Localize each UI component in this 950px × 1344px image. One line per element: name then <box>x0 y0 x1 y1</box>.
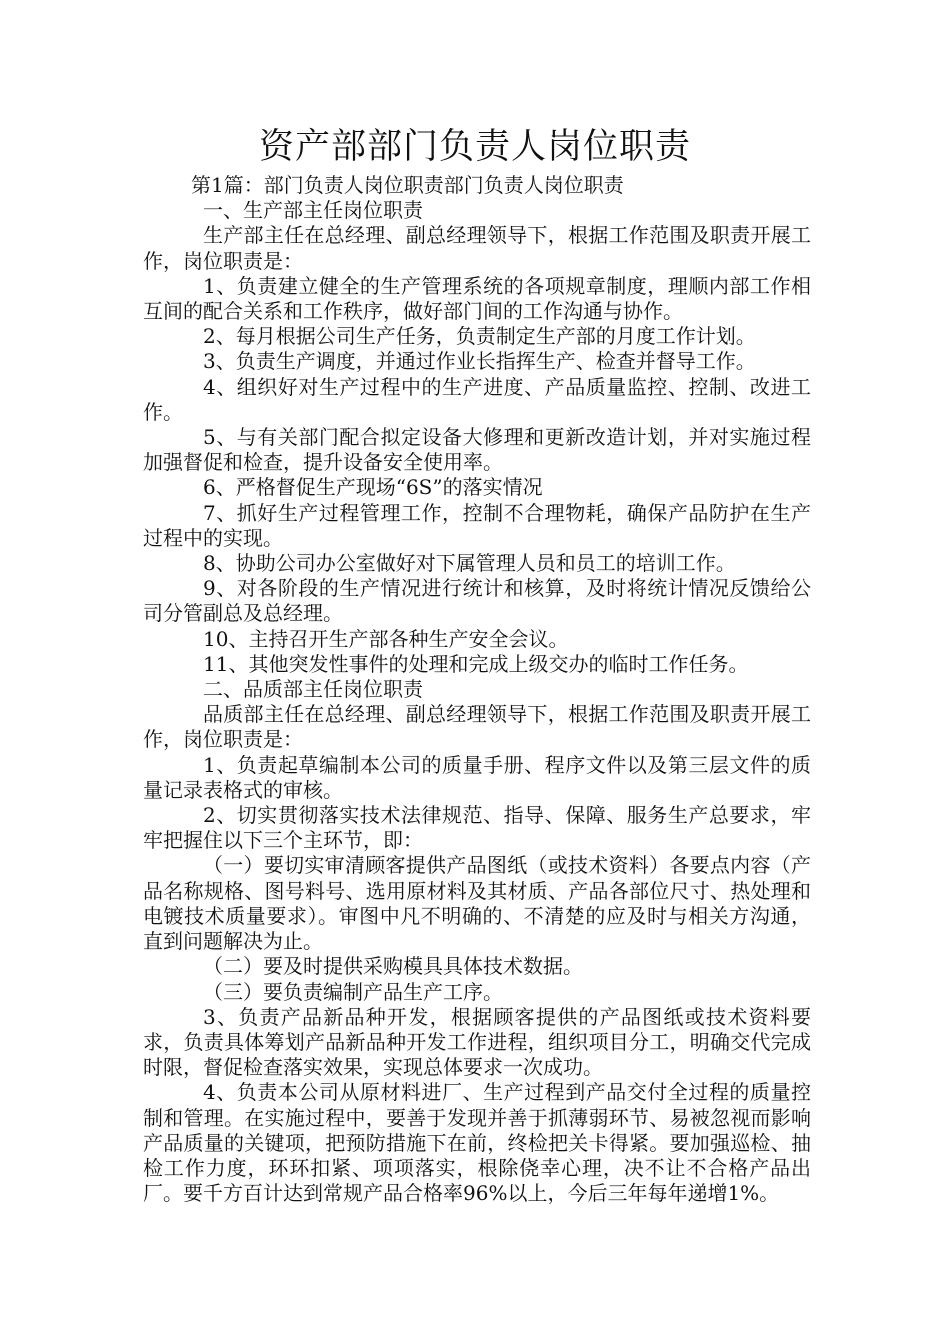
body-paragraph: 6、严格督促生产现场“6S”的落实情况 <box>203 475 543 500</box>
body-paragraph: 4、组织好对生产过程中的生产进度、产品质量监控、控制、改进工作。 <box>143 374 811 424</box>
body-paragraph: （二）要及时提供采购模具具体技术数据。 <box>203 954 583 979</box>
body-paragraph: 3、负责生产调度，并通过作业长指挥生产、检查并督导工作。 <box>203 349 756 374</box>
subtitle-line: 第1篇：部门负责人岗位职责部门负责人岗位职责 <box>191 173 624 197</box>
body-paragraph: 1、负责起草编制本公司的质量手册、程序文件以及第三层文件的质量记录表格式的审核。 <box>143 752 811 802</box>
body-paragraph: 8、协助公司办公室做好对下属管理人员和员工的培训工作。 <box>203 551 736 576</box>
body-paragraph: 1、负责建立健全的生产管理系统的各项规章制度，理顺内部工作相互间的配合关系和工作秩序，做好部门间的工作沟通与协作。 <box>143 273 811 324</box>
body-paragraph: 2、切实贯彻落实技术法律规范、指导、保障、服务生产总要求，牢牢把握住以下三个主环节，即： <box>143 803 811 853</box>
document-title: 资产部部门负责人岗位职责 <box>258 127 691 167</box>
document-body <box>143 173 811 1206</box>
body-paragraph: 11、其他突发性事件的处理和完成上级交办的临时工作任务。 <box>203 651 749 676</box>
body-paragraph: 4、负责本公司从原材料进厂、生产过程到产品交付全过程的质量控制和管理。在实施过程中，要善于发现并善于抓薄弱环节、易被忽视而影响产品质量的关键项，把预防措施下在前，终检把关卡得紧。要加强巡检、抽检工作力度，环环扣紧、项项落实，根除侥幸心理，决不让不合格产品出厂。要千方百计达到常规产品合格率96%以上，今后三年每年递增1%。 <box>143 1080 811 1206</box>
body-paragraph: 10、主持召开生产部各种生产安全会议。 <box>203 626 569 651</box>
body-paragraph: 5、与有关部门配合拟定设备大修理和更新改造计划，并对实施过程加强督促和检查，提升设备安全使用率。 <box>143 425 811 475</box>
body-paragraph: （一）要切实审清顾客提供产品图纸（或技术资料）各要点内容（产品名称规格、图号料号、选用原材料及其材质、产品各部位尺寸、热处理和电镀技术质量要求）。审图中凡不明确的、不清楚的应及时与相关方沟通，直到问题解决为止。 <box>143 853 811 954</box>
body-paragraph: 2、每月根据公司生产任务，负责制定生产部的月度工作计划。 <box>203 324 756 349</box>
body-paragraph: 3、负责产品新品种开发，根据顾客提供的产品图纸或技术资料要求，负责具体筹划产品新品种开发工作进程，组织项目分工，明确交代完成时限，督促检查落实效果，实现总体要求一次成功。 <box>143 1004 811 1080</box>
section-heading: 二、品质部主任岗位职责 <box>203 677 423 702</box>
section-heading: 一、生产部主任岗位职责 <box>203 198 423 223</box>
body-paragraph: （三）要负责编制产品生产工序。 <box>203 979 503 1004</box>
body-paragraph: 生产部主任在总经理、副总经理领导下，根据工作范围及职责开展工作，岗位职责是： <box>143 223 811 273</box>
body-paragraph: 9、对各阶段的生产情况进行统计和核算，及时将统计情况反馈给公司分管副总及总经理。 <box>143 576 811 626</box>
body-paragraph: 7、抓好生产过程管理工作，控制不合理物耗，确保产品防护在生产过程中的实现。 <box>143 500 811 550</box>
body-paragraph: 品质部主任在总经理、副总经理领导下，根据工作范围及职责开展工作，岗位职责是： <box>143 702 811 752</box>
